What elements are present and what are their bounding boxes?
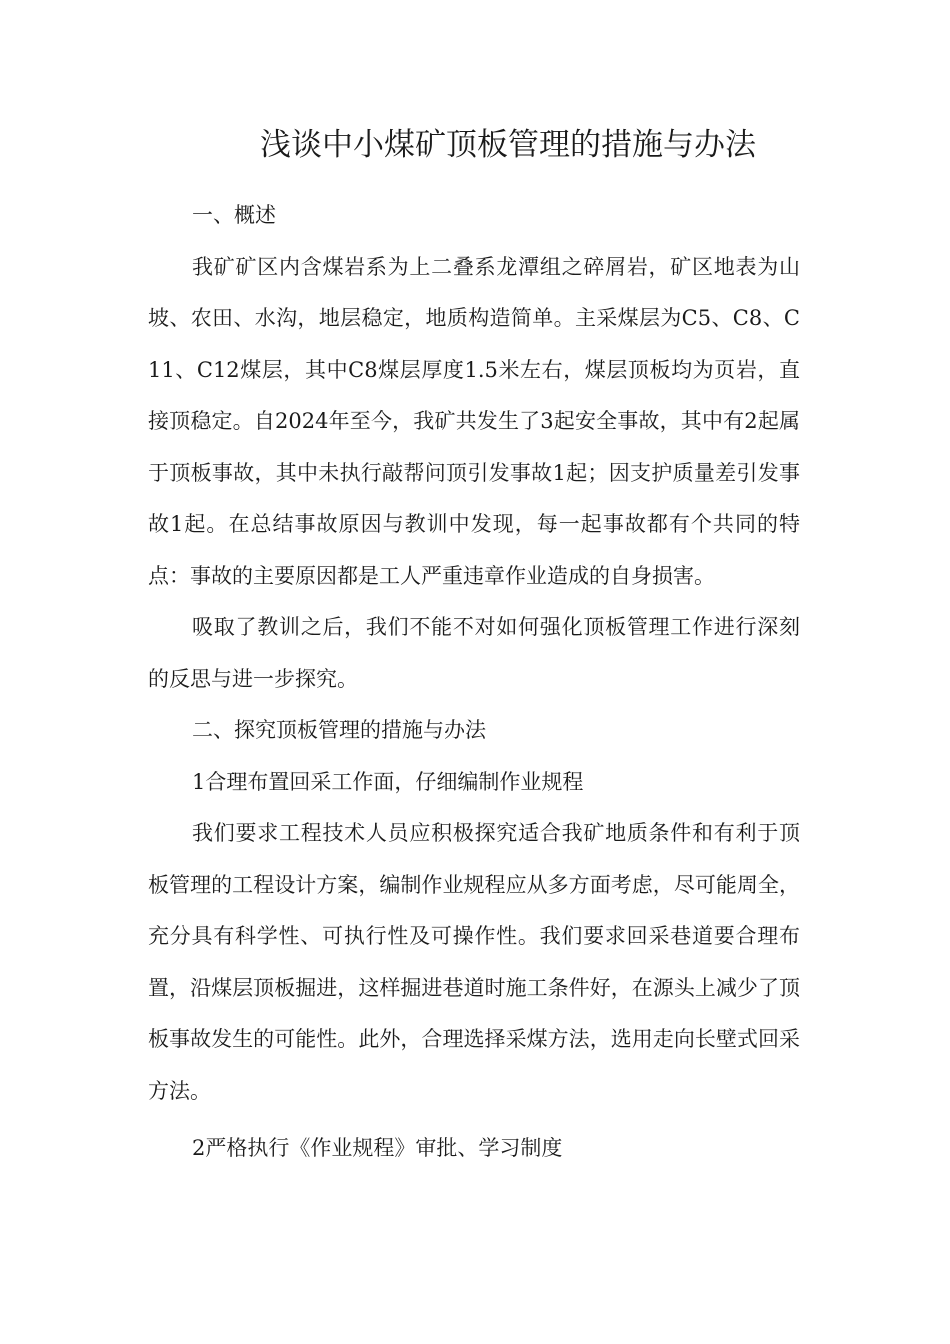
- section-heading-measures: 二、探究顶板管理的措施与办法: [192, 718, 486, 742]
- paragraph-lessons: 吸取了教训之后，我们不能不对如何强化顶板管理工作进行深刻的反思与进一步探究。: [148, 615, 800, 691]
- paragraph-mine-overview: 我矿矿区内含煤岩系为上二叠系龙潭组之碎屑岩，矿区地表为山坡、农田、水沟，地层稳定，地质构造简单。主采煤层为C5、C8、C11、C12煤层，其中C8煤层厚度1.5米左右，煤层顶板均为页岩，直接顶稳定。自2024年至今，我矿共发生了3起安全事故，其中有2起属于顶板事故，其中未执行敲帮问顶引发事故1起；因支护质量差引发事故1起。在总结事故原因与教训中发现，每一起事故都有个共同的特点：事故的主要原因都是工人严重违章作业造成的自身损害。: [148, 254, 800, 588]
- paragraph-design: 我们要求工程技术人员应积极探究适合我矿地质条件和有利于顶板管理的工程设计方案，编制作业规程应从多方面考虑，尽可能周全，充分具有科学性、可执行性及可操作性。我们要求回采巷道要合理布置，沿煤层顶板掘进，这样掘进巷道时施工条件好，在源头上减少了顶板事故发生的可能性。此外，合理选择采煤方法，选用走向长壁式回采方法。: [148, 821, 800, 1103]
- section-heading-overview: 一、概述: [192, 203, 276, 227]
- document-body: [148, 190, 800, 1175]
- document-title: 浅谈中小煤矿顶板管理的措施与办法: [260, 127, 756, 163]
- subheading-regulations: 2严格执行《作业规程》审批、学习制度: [192, 1136, 563, 1160]
- subheading-layout: 1合理布置回采工作面，仔细编制作业规程: [192, 769, 584, 794]
